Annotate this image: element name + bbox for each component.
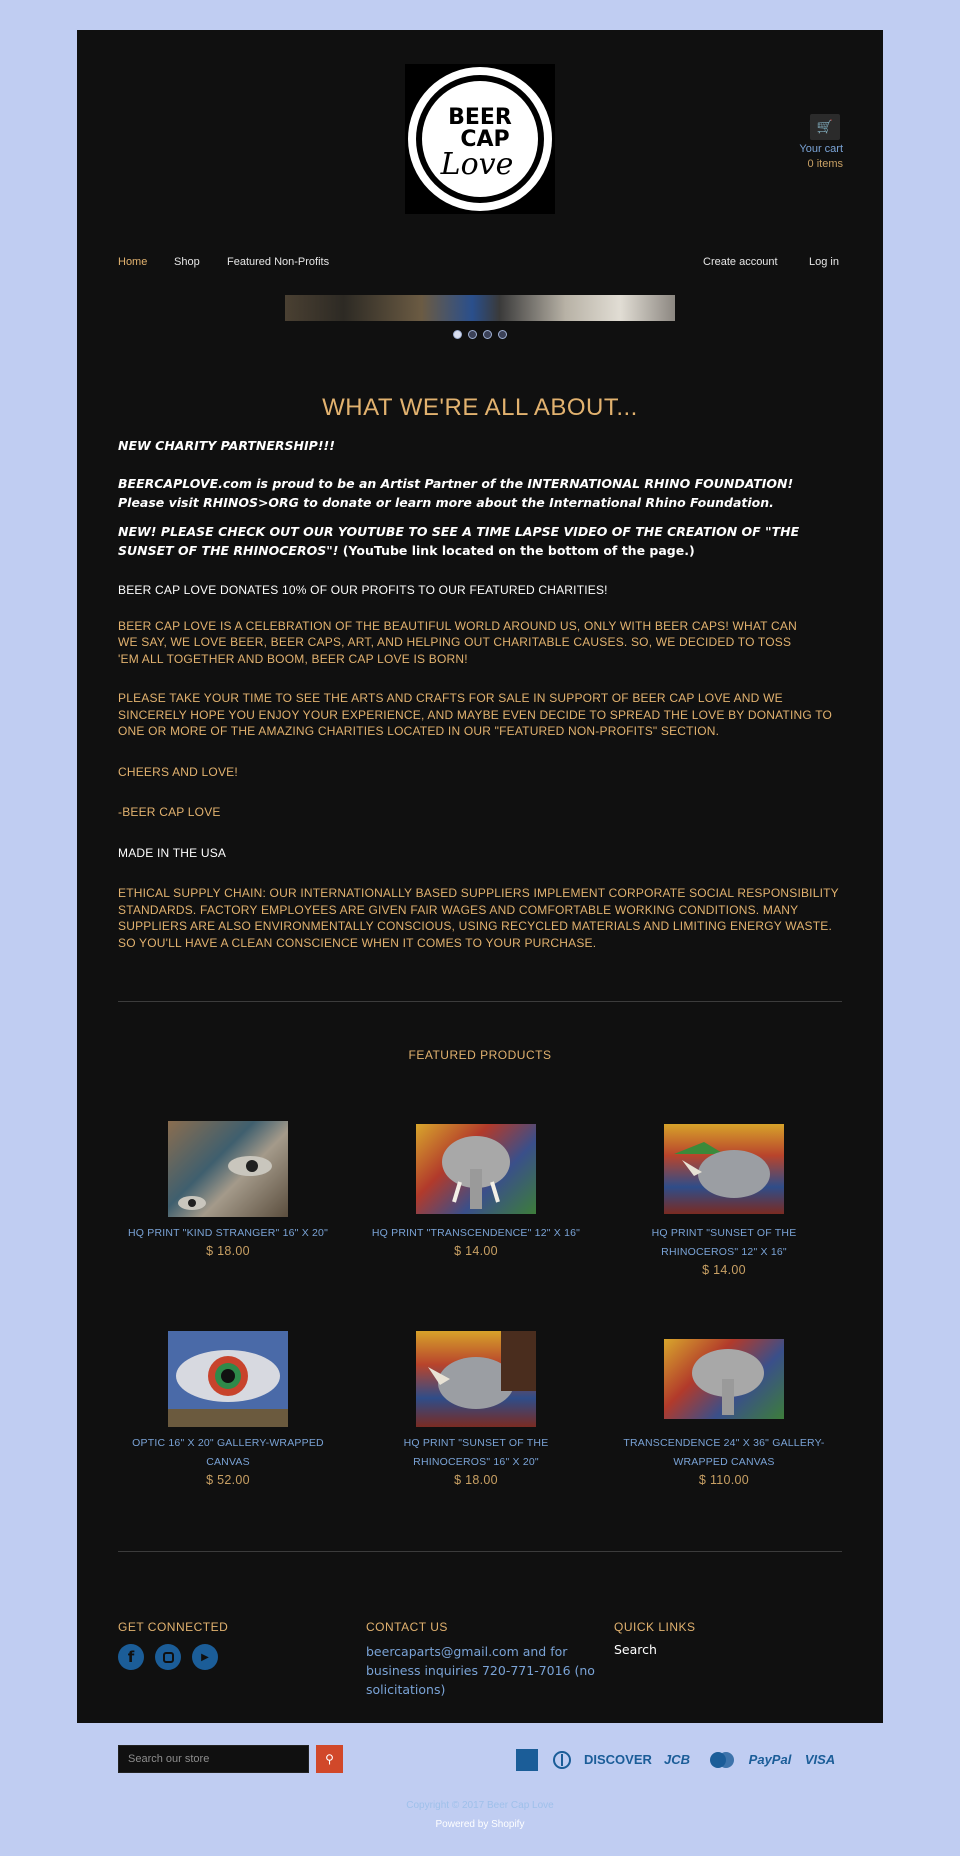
product-image[interactable] — [664, 1339, 784, 1419]
featured-products-title: FEATURED PRODUCTS — [408, 1048, 552, 1062]
copyright-text[interactable]: Copyright © 2017 Beer Cap Love — [406, 1800, 554, 1811]
jcb-icon: JCB — [663, 1752, 690, 1767]
product-artwork — [416, 1331, 536, 1427]
logo-graphic — [405, 64, 555, 214]
about-heading: WHAT WE'RE ALL ABOUT... — [322, 394, 638, 421]
product-name[interactable]: HQ PRINT "TRANSCENDENCE" 12" X 16" — [371, 1227, 581, 1239]
product-price: $ 14.00 — [702, 1263, 746, 1277]
donation-text: BEER CAP LOVE DONATES 10% OF OUR PROFITS TO OUR FEATURED CHARITIES! — [118, 583, 608, 597]
youtube-text-bold: NEW! PLEASE CHECK OUT OUR YOUTUBE TO SEE A TIME LAPSE VIDEO OF THE CREATION OF "THE SUNSET OF THE RHINOCEROS"! — [118, 524, 800, 558]
product-image[interactable] — [168, 1121, 288, 1217]
celebration-text: BEER CAP LOVE IS A CELEBRATION OF THE BEAUTIFUL WORLD AROUND US, ONLY WITH BEER CAPS! WHAT CAN WE SAY, WE LOVE BEER, BEER CAPS, ART, AND HELPING OUT CHARITABLE CAUSES. SO, WE DECIDED TO TOSS 'EM ALL TOGETHER AND BOOM, BEER CAP LOVE IS BORN! — [118, 618, 797, 666]
product-name[interactable]: HQ PRINT "KIND STRANGER" 16" X 20" — [127, 1227, 329, 1239]
cart-button[interactable] — [810, 114, 840, 140]
logo-word-love: Love — [440, 147, 514, 182]
product-price: $ 110.00 — [698, 1473, 750, 1487]
about-content — [118, 436, 842, 951]
signature-text: -BEER CAP LOVE — [118, 805, 221, 819]
instagram-link[interactable] — [155, 1644, 181, 1670]
instagram-icon — [163, 1652, 174, 1663]
contact-us-heading: CONTACT US — [366, 1620, 448, 1634]
cart-label[interactable]: Your cart — [799, 143, 843, 155]
product-name[interactable]: TRANSCENDENCE 24" X 36" GALLERY-WRAPPED CANVAS — [623, 1437, 825, 1468]
product-price: $ 18.00 — [206, 1244, 250, 1258]
slide-dot-3[interactable] — [483, 330, 492, 339]
quick-links-heading: QUICK LINKS — [614, 1620, 696, 1634]
product-artwork — [416, 1124, 536, 1214]
support-text: PLEASE TAKE YOUR TIME TO SEE THE ARTS AND CRAFTS FOR SALE IN SUPPORT OF BEER CAP LOVE AND WE SINCERELY HOPE YOU ENJOY YOUR EXPERIENCE, AND MAYBE EVEN DECIDE TO SPREAD THE LOVE BY DONATING TO ONE OR MORE OF THE AMAZING CHARITIES LOCATED IN OUR "FEATURED NON-PROFITS" SECTION. — [118, 691, 833, 738]
youtube-text — [118, 522, 842, 560]
footer-divider — [118, 1551, 842, 1552]
product-card[interactable] — [366, 1331, 586, 1488]
discover-icon: DISCOVER — [584, 1752, 652, 1767]
nav-create-account[interactable]: Create account — [703, 256, 778, 268]
product-artwork — [168, 1121, 288, 1217]
slide-dot-2[interactable] — [468, 330, 477, 339]
facebook-link[interactable] — [118, 1644, 144, 1670]
search-button[interactable] — [316, 1745, 343, 1773]
product-artwork — [168, 1331, 288, 1427]
product-name[interactable]: HQ PRINT "SUNSET OF THE RHINOCEROS" 16" X 20" — [403, 1437, 549, 1468]
charity-partnership-text: NEW CHARITY PARTNERSHIP!!! — [118, 438, 335, 453]
divider — [118, 1001, 842, 1002]
hero-slideshow-image[interactable] — [285, 295, 675, 321]
product-card[interactable] — [366, 1124, 586, 1259]
get-connected-heading: GET CONNECTED — [118, 1620, 229, 1634]
nav-log-in[interactable]: Log in — [809, 256, 839, 268]
mastercard-icon — [708, 1749, 736, 1771]
product-name[interactable]: OPTIC 16" X 20" GALLERY-WRAPPED CANVAS — [132, 1437, 324, 1468]
product-image[interactable] — [664, 1124, 784, 1214]
facebook-icon: f — [127, 1648, 135, 1666]
product-artwork — [664, 1124, 784, 1214]
visa-icon: VISA — [804, 1752, 836, 1767]
search-icon: ⚲ — [325, 1752, 334, 1766]
diners-club-graphic — [552, 1749, 572, 1771]
product-price: $ 14.00 — [454, 1244, 498, 1258]
product-price: $ 18.00 — [454, 1473, 498, 1487]
nav-featured-non-profits[interactable]: Featured Non-Profits — [227, 256, 330, 268]
nav-shop[interactable]: Shop — [174, 256, 200, 268]
diners-club-icon — [552, 1749, 572, 1771]
product-name[interactable]: HQ PRINT "SUNSET OF THE RHINOCEROS" 12" X 16" — [651, 1227, 797, 1258]
nav-home[interactable]: Home — [118, 256, 148, 268]
cheers-text: CHEERS AND LOVE! — [118, 764, 238, 779]
product-price: $ 52.00 — [206, 1473, 250, 1487]
store-search-input[interactable]: Search our store — [118, 1745, 309, 1773]
logo-word-cap: CAP — [460, 127, 510, 152]
logo-word-beer: BEER — [448, 105, 512, 130]
product-card[interactable] — [614, 1339, 834, 1488]
paypal-icon: PayPal — [748, 1752, 792, 1767]
product-image[interactable] — [416, 1331, 536, 1427]
contact-text[interactable]: beercaparts@gmail.com and for business inquiries 720-771-7016 (no solicitations) — [366, 1644, 595, 1697]
slide-dot-4[interactable] — [498, 330, 507, 339]
shopping-cart-icon: 🛒 — [816, 119, 834, 134]
youtube-icon: ▶ — [201, 1651, 209, 1663]
powered-by-shopify[interactable]: Powered by Shopify — [435, 1819, 525, 1830]
product-artwork — [664, 1339, 784, 1419]
product-card[interactable] — [118, 1121, 338, 1259]
cart-summary[interactable] — [799, 142, 843, 172]
amex-icon — [516, 1749, 538, 1771]
youtube-link[interactable] — [192, 1644, 218, 1670]
page-container — [77, 30, 883, 1723]
mastercard-graphic — [708, 1749, 736, 1771]
cart-count: 0 items — [807, 158, 843, 170]
search-link[interactable]: Search — [614, 1642, 657, 1657]
product-card[interactable] — [614, 1124, 834, 1278]
product-card[interactable] — [118, 1331, 338, 1488]
product-image[interactable] — [168, 1331, 288, 1427]
beer-cap-love-logo[interactable] — [405, 64, 555, 214]
youtube-note: (YouTube link located on the bottom of the page.) — [342, 543, 695, 558]
made-in-usa-text: MADE IN THE USA — [118, 845, 227, 860]
supply-chain-text: ETHICAL SUPPLY CHAIN: OUR INTERNATIONALLY BASED SUPPLIERS IMPLEMENT CORPORATE SOCIAL RESPONSIBILITY STANDARDS. FACTORY EMPLOYEES ARE GIVEN FAIR WAGES AND COMFORTABLE WORKING CONDITIONS. MANY SUPPLIERS ARE ALSO ENVIRONMENTALLY CONSCIOUS, USING RECYCLED MATERIALS AND LIMITING ENERGY WASTE. SO YOU'LL HAVE A CLEAN CONSCIENCE WHEN IT COMES TO YOUR PURCHASE. — [118, 886, 839, 950]
rhino-foundation-text: BEERCAPLOVE.com is proud to be an Artist Partner of the INTERNATIONAL RHINO FOUNDATION! Please visit RHINOS>ORG to donate or learn more about the International Rhino Foundation. — [118, 476, 794, 510]
product-image[interactable] — [416, 1124, 536, 1214]
slideshow-pagination — [453, 330, 507, 339]
slide-dot-1[interactable] — [453, 330, 462, 339]
